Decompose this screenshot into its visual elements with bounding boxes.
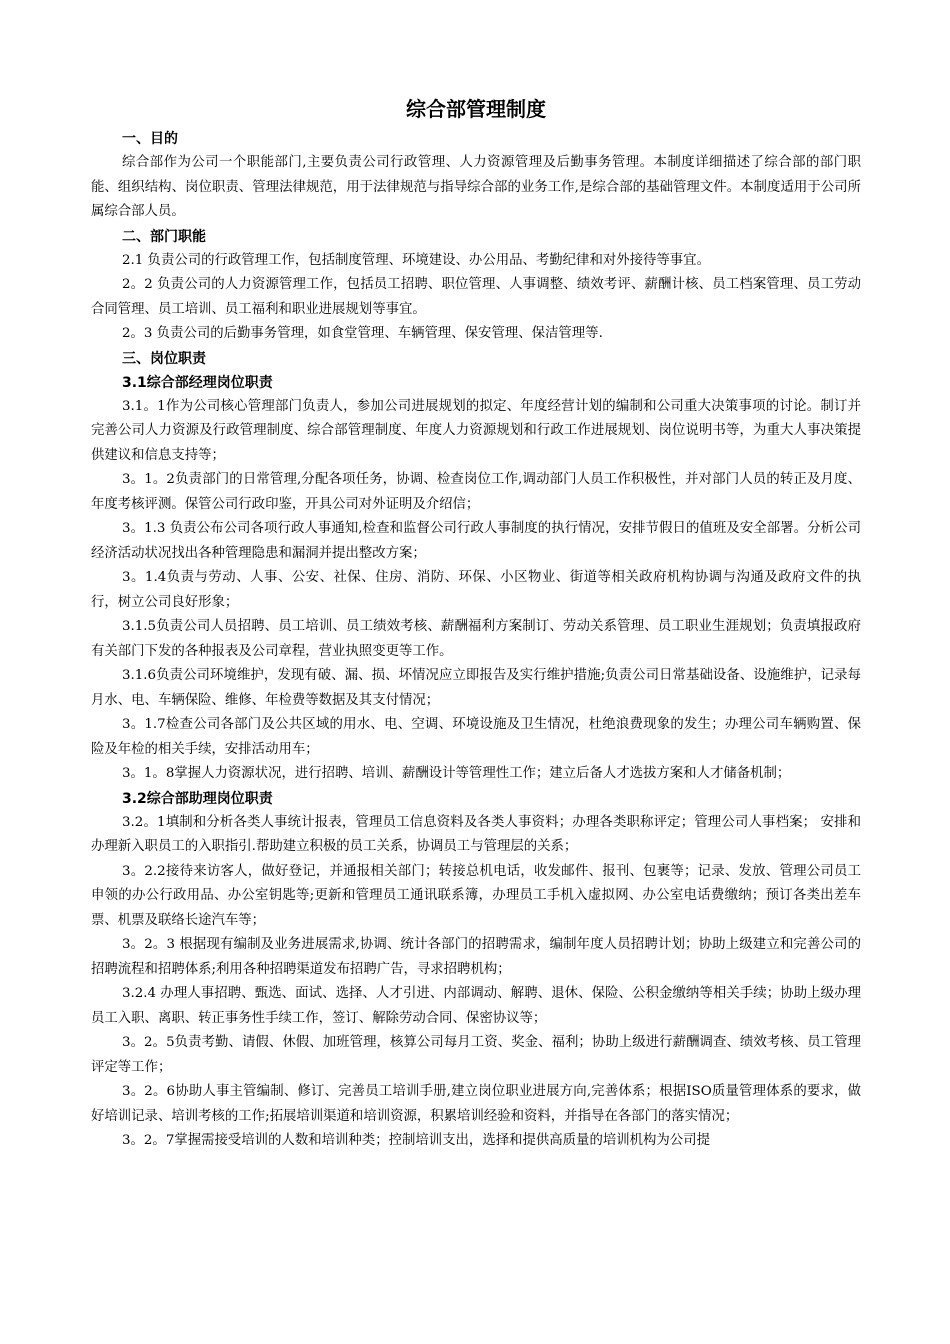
section-heading: 3.2综合部助理岗位职责 <box>122 790 273 807</box>
section-heading: 一、目的 <box>122 131 178 147</box>
section-heading: 三、岗位职责 <box>122 350 206 367</box>
document-body <box>91 127 861 1154</box>
section-heading: 二、部门职能 <box>122 228 206 245</box>
paragraph: 3。1.3 负责公布公司各项行政人事通知,检查和监督公司行政人事制度的执行情况，安排节假日的值班及安全部署。分析公司经济活动状况找出各种管理隐患和漏洞并提出整改方案； <box>91 521 861 561</box>
paragraph: 综合部作为公司一个职能部门,主要负责公司行政管理、人力资源管理及后勤事务管理。本制度详细描述了综合部的部门职能、组织结构、岗位职责、管理法律规范，用于法律规范与指导综合部的业务工作,是综合部的基础管理文件。本制度适用于公司所属综合部人员。 <box>91 155 861 219</box>
paragraph: 3。1.7检查公司各部门及公共区域的用水、电、空调、环境设施及卫生情况，杜绝浪费现象的发生；办理公司车辆购置、保险及年检的相关手续，安排活动用车； <box>91 717 861 757</box>
paragraph: 3.2。1填制和分析各类人事统计报表，管理员工信息资料及各类人事资料；办理各类职称评定；管理公司人事档案； 安排和办理新入职员工的入职指引.帮助建立积极的员工关系，协调员工与管理层的关系； <box>91 814 861 854</box>
section-heading: 3.1综合部经理岗位职责 <box>122 374 273 391</box>
paragraph: 3.1.5负责公司人员招聘、员工培训、员工绩效考核、薪酬福利方案制订、劳动关系管理、员工职业生涯规划；负责填报政府有关部门下发的各种报表及公司章程，营业执照变更等工作。 <box>91 619 861 659</box>
paragraph: 3。2。6协助人事主管编制、修订、完善员工培训手册,建立岗位职业进展方向,完善体系；根据ISO质量管理体系的要求，做好培训记录、培训考核的工作;拓展培训渠道和培训资源，积累培训经验和资料，并指导在各部门的落实情况； <box>91 1084 861 1124</box>
paragraph: 3。2。3 根据现有编制及业务进展需求,协调、统计各部门的招聘需求，编制年度人员招聘计划；协助上级建立和完善公司的招聘流程和招聘体系;利用各种招聘渠道发布招聘广告，寻求招聘机构； <box>91 937 861 977</box>
paragraph: 3.2.4 办理人事招聘、甄选、面试、选择、人才引进、内部调动、解聘、退休、保险、公积金缴纳等相关手续；协助上级办理员工入职、离职、转正事务性手续工作，签订、解除劳动合同、保密协议等； <box>91 986 861 1026</box>
paragraph: 3。1。8掌握人力资源状况，进行招聘、培训、薪酬设计等管理性工作；建立后备人才选拔方案和人才储备机制； <box>122 766 791 781</box>
paragraph: 3。1。2负责部门的日常管理,分配各项任务，协调、检查岗位工作,调动部门人员工作积极性，并对部门人员的转正及月度、年度考核评测。保管公司行政印鉴，开具公司对外证明及介绍信； <box>91 472 861 512</box>
paragraph: 3。2。5负责考勤、请假、休假、加班管理，核算公司每月工资、奖金、福利；协助上级进行薪酬调查、绩效考核、员工管理评定等工作； <box>91 1035 861 1075</box>
paragraph: 3。2.2接待来访客人，做好登记，并通报相关部门；转接总机电话，收发邮件、报刊、包裹等；记录、发放、管理公司员工申领的办公行政用品、办公室钥匙等;更新和管理员工通讯联系簿，办理员工手机入虚拟网、办公室电话费缴纳；预订各类出差车票、机票及联络长途汽车等； <box>91 863 861 928</box>
paragraph: 3.1。1作为公司核心管理部门负责人，参加公司进展规划的拟定、年度经营计划的编制和公司重大决策事项的讨论。制订并完善公司人力资源及行政管理制度、综合部管理制度、年度人力资源规划和行政工作进展规划、岗位说明书等，为重大人事决策提供建议和信息支持等； <box>91 398 861 463</box>
paragraph: 3。1.4负责与劳动、人事、公安、社保、住房、消防、环保、小区物业、街道等相关政府机构协调与沟通及政府文件的执行，树立公司良好形象； <box>91 570 861 610</box>
paragraph: 2.1 负责公司的行政管理工作，包括制度管理、环境建设、办公用品、考勤纪律和对外接待等事宜。 <box>122 252 710 268</box>
document-title: 综合部管理制度 <box>406 97 546 121</box>
paragraph: 2。2 负责公司的人力资源管理工作，包括员工招聘、职位管理、人事调整、绩效考评、薪酬计核、员工档案管理、员工劳动合同管理、员工培训、员工福利和职业进展规划等事宜。 <box>91 277 861 317</box>
document-page <box>91 95 861 1154</box>
paragraph: 3。2。7掌握需接受培训的人数和培训种类；控制培训支出，选择和提供高质量的培训机构为公司提 <box>122 1133 710 1148</box>
paragraph: 2。3 负责公司的后勤事务管理，如食堂管理、车辆管理、保安管理、保洁管理等. <box>122 326 603 341</box>
paragraph: 3.1.6负责公司环境维护，发现有破、漏、损、坏情况应立即报告及实行维护措施;负责公司日常基础设备、设施维护，记录每月水、电、车辆保险、维修、年检费等数据及其支付情况； <box>91 668 861 708</box>
